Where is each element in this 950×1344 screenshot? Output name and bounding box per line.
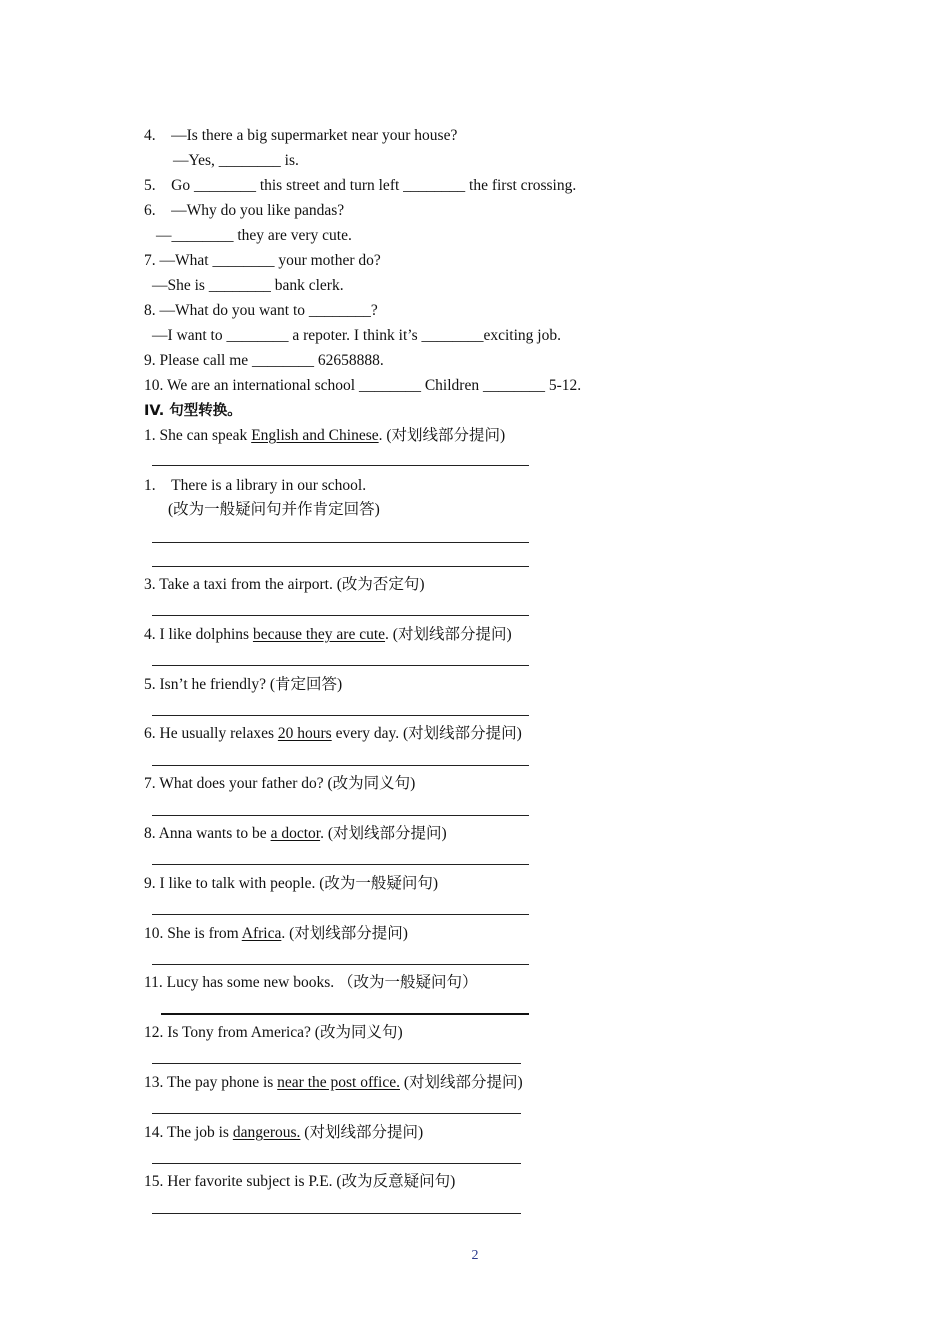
transform-item-2: 1. There is a library in our school.	[144, 477, 367, 494]
question-5: 5. Go ________ this street and turn left ________ the first crossing.	[144, 177, 577, 194]
transform-item-2-note: (改为一般疑问句并作肯定回答)	[168, 501, 380, 518]
underlined-part: Africa	[241, 925, 282, 942]
underlined-part: because they are cute	[252, 626, 386, 643]
question-9: 9. Please call me ________ 62658888.	[144, 352, 384, 369]
answer-line[interactable]	[152, 615, 529, 616]
question-4-line-1: 4. —Is there a big supermarket near your house?	[144, 127, 458, 144]
transform-item-9: 9. I like to talk with people. (改为一般疑问句)	[144, 875, 439, 892]
underlined-part: dangerous.	[232, 1124, 301, 1141]
transform-item-10: 10. She is from Africa. (对划线部分提问)	[144, 925, 408, 942]
transform-item-14: 14. The job is dangerous. (对划线部分提问)	[144, 1124, 424, 1141]
answer-line[interactable]	[152, 964, 529, 965]
answer-line[interactable]	[152, 914, 529, 915]
transform-item-7: 7. What does your father do? (改为同义句)	[144, 775, 416, 792]
question-8-line-2: —I want to ________ a repoter. I think it’s ________exciting job.	[152, 327, 561, 344]
question-7-line-2: —She is ________ bank clerk.	[152, 277, 344, 294]
question-10: 10. We are an international school ________ Children ________ 5-12.	[144, 377, 582, 394]
question-7-line-1: 7. —What ________ your mother do?	[144, 252, 381, 269]
underlined-part: English and Chinese	[251, 427, 379, 444]
transform-item-6: 6. He usually relaxes 20 hours every day. (对划线部分提问)	[144, 725, 522, 742]
answer-line[interactable]	[152, 1113, 521, 1114]
question-6-line-1: 6. —Why do you like pandas?	[144, 202, 345, 219]
question-6-line-2: —________ they are very cute.	[156, 227, 352, 244]
transform-item-8: 8. Anna wants to be a doctor. (对划线部分提问)	[144, 825, 447, 842]
underlined-part: a doctor	[270, 825, 321, 842]
answer-line[interactable]	[152, 864, 529, 865]
transform-item-12: 12. Is Tony from America? (改为同义句)	[144, 1024, 403, 1041]
page-number: 2	[471, 1248, 479, 1263]
transform-item-15: 15. Her favorite subject is P.E. (改为反意疑问句)	[144, 1173, 456, 1190]
transform-item-13: 13. The pay phone is near the post office. (对划线部分提问)	[144, 1074, 523, 1091]
answer-line[interactable]	[152, 465, 529, 466]
answer-line[interactable]	[152, 542, 529, 543]
answer-line[interactable]	[152, 715, 529, 716]
transform-item-4: 4. I like dolphins because they are cute. (对划线部分提问)	[144, 626, 512, 643]
answer-line[interactable]	[152, 1063, 521, 1064]
transform-item-11: 11. Lucy has some new books. （改为一般疑问句）	[144, 974, 478, 991]
answer-line[interactable]	[152, 815, 529, 816]
underlined-part: 20 hours	[277, 725, 332, 742]
question-8-line-1: 8. —What do you want to ________?	[144, 302, 378, 319]
section-heading-iv: IV. 句型转换。	[144, 403, 242, 419]
answer-line[interactable]	[152, 1163, 521, 1164]
answer-line[interactable]	[161, 1013, 529, 1015]
transform-item-5: 5. Isn’t he friendly? (肯定回答)	[144, 676, 343, 693]
underlined-part: near the post office.	[277, 1074, 400, 1091]
question-4-line-2: —Yes, ________ is.	[173, 152, 299, 169]
answer-line[interactable]	[152, 665, 529, 666]
answer-line[interactable]	[152, 1213, 521, 1214]
transform-item-1: 1. She can speak English and Chinese. (对划线部分提问)	[144, 427, 506, 444]
answer-line[interactable]	[152, 765, 529, 766]
transform-item-3: 3. Take a taxi from the airport. (改为否定句)	[144, 576, 425, 593]
answer-line[interactable]	[152, 566, 529, 567]
